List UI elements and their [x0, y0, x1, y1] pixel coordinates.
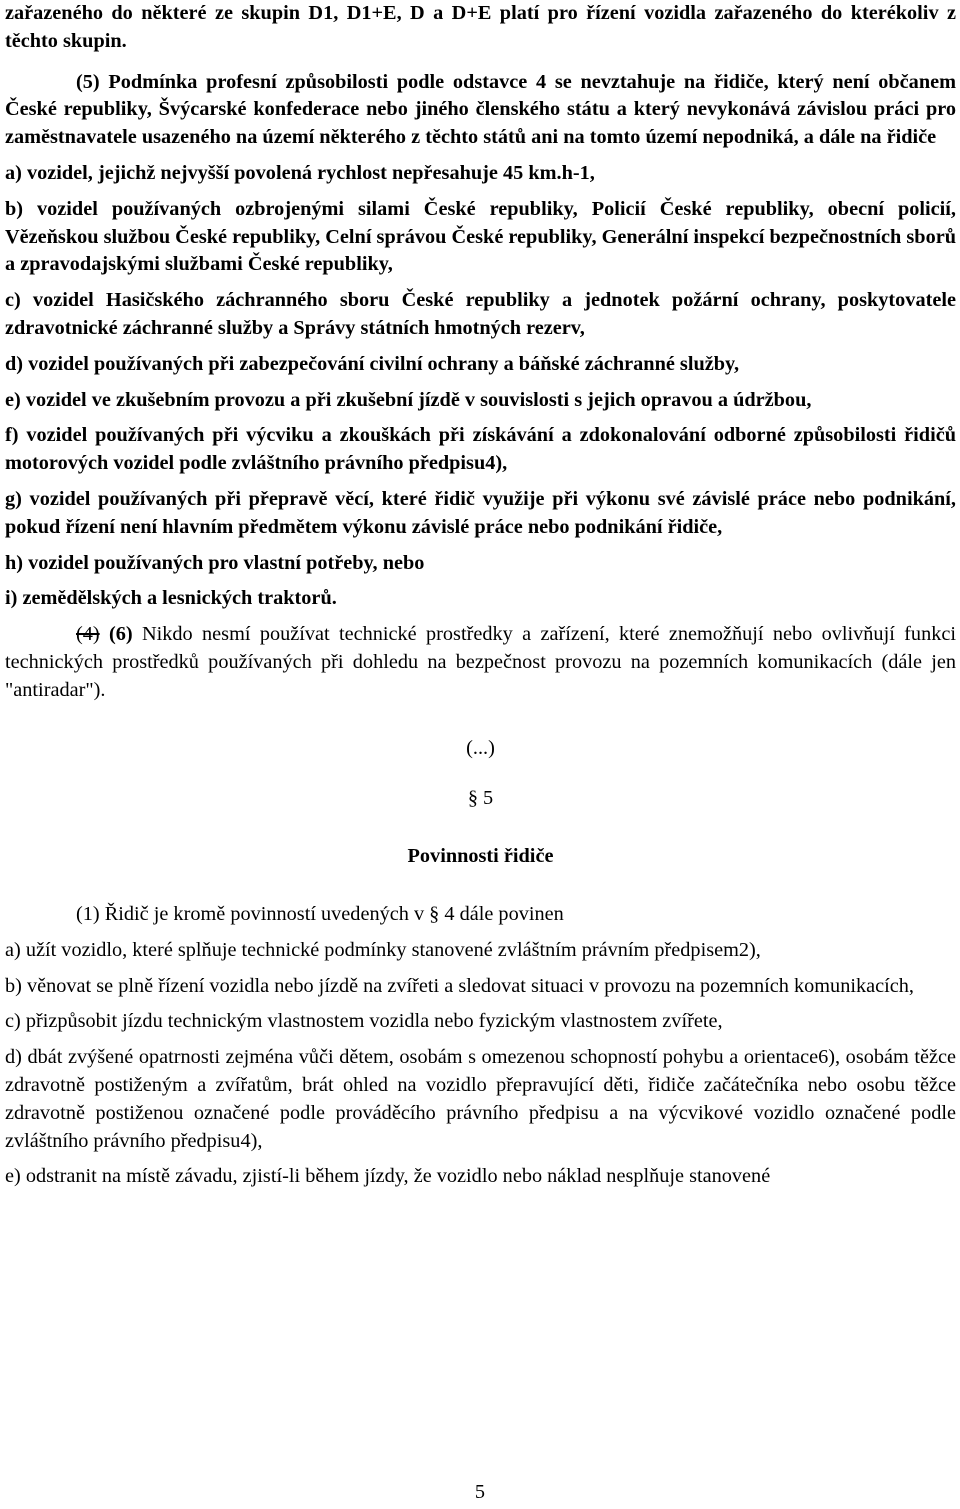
- section-title: Povinnosti řidiče: [407, 845, 554, 868]
- list-item-b: b) vozidel používaných ozbrojenými silami České republiky, Policií České republiky, obecní policií, Vězeňskou službou České republiky, Celní správou České republiky, Generální inspekcí bezpečnostních sborů a zpravodajskými službami České republiky,: [5, 197, 956, 276]
- paragraph-6-text: Nikdo nesmí používat technické prostředky a zařízení, které znemožňují nebo ovlivňují funkci technických prostředků používaných při dohledu na bezpečnost provozu na pozemních komunikacích (dále jen "antiradar").: [5, 623, 956, 701]
- list-item-h: h) vozidel používaných pro vlastní potřeby, nebo: [5, 551, 425, 574]
- duty-item-b: b) věnovat se plně řízení vozidla nebo jízdě na zvířeti a sledovat situaci v provozu na pozemních komunikacích,: [5, 974, 914, 997]
- paragraph-6: [5, 621, 956, 704]
- section-intro: (1) Řidič je kromě povinností uvedených v § 4 dále povinen: [76, 902, 564, 925]
- section-number: § 5: [467, 787, 494, 810]
- list-item-g: g) vozidel používaných při přepravě věcí, které řidič využije při výkonu své závislé práce nebo podnikání, pokud řízení není hlavním předmětem výkonu závislé práce nebo podnikání řidiče,: [5, 487, 956, 538]
- list-item-f: f) vozidel používaných při výcviku a zkouškách při získávání a zdokonalování odborné způsobilosti řidičů motorových vozidel podle zvláštního právního předpisu4),: [5, 424, 956, 475]
- list-item-d: d) vozidel používaných při zabezpečování civilní ochrany a báňské záchranné služby,: [5, 352, 740, 375]
- duty-item-e: e) odstranit na místě závadu, zjistí-li během jízdy, že vozidlo nebo náklad nesplňuje stanovené: [5, 1165, 771, 1188]
- paragraph-continued: zařazeného do některé ze skupin D1, D1+E, D a D+E platí pro řízení vozidla zařazeného do kterékoliv z těchto skupin.: [5, 2, 956, 52]
- deleted-number: (4): [76, 623, 100, 646]
- list-item-a: a) vozidel, jejichž nejvyšší povolená rychlost nepřesahuje 45 km.h-1,: [5, 161, 595, 184]
- ellipsis: (...): [466, 736, 495, 759]
- duty-item-c: c) přizpůsobit jízdu technickým vlastnostem vozidla nebo fyzickým vlastnostem zvířete,: [5, 1010, 723, 1033]
- list-item-e: e) vozidel ve zkušebním provozu a při zkušební jízdě v souvislosti s jejich opravou a údržbou,: [5, 388, 812, 411]
- list-item-i: i) zemědělských a lesnických traktorů.: [5, 587, 337, 610]
- duty-item-a: a) užít vozidlo, které splňuje technické podmínky stanovené zvláštním právním předpisem2),: [5, 938, 761, 961]
- new-number: (6): [109, 623, 133, 646]
- list-item-c: c) vozidel Hasičského záchranného sboru České republiky a jednotek požární ochrany, poskytovatele zdravotnické záchranné služby a Správy státních hmotných rezerv,: [5, 289, 956, 339]
- paragraph-5: (5) Podmínka profesní způsobilosti podle odstavce 4 se nevztahuje na řidiče, který není občanem České republiky, Švýcarské konfederace nebo jiného členského státu a který nevykonává závislou práci pro zaměstnavatele usazeného na území některého z těchto států ani na tomto území nepodniká, a dále na řidiče: [5, 70, 956, 149]
- page-number: 5: [474, 1481, 486, 1503]
- duty-item-d: d) dbát zvýšené opatrnosti zejména vůči dětem, osobám s omezenou schopností pohybu a orientace6), osobám těžce zdravotně postiženým a zvířatům, brát ohled na vozidlo přepravující děti, řidiče začátečníka nebo osobu těžce zdravotně postiženou označené podle prováděcího právního předpisu a na výcvikové vozidlo označené podle zvláštního právního předpisu4),: [5, 1046, 956, 1152]
